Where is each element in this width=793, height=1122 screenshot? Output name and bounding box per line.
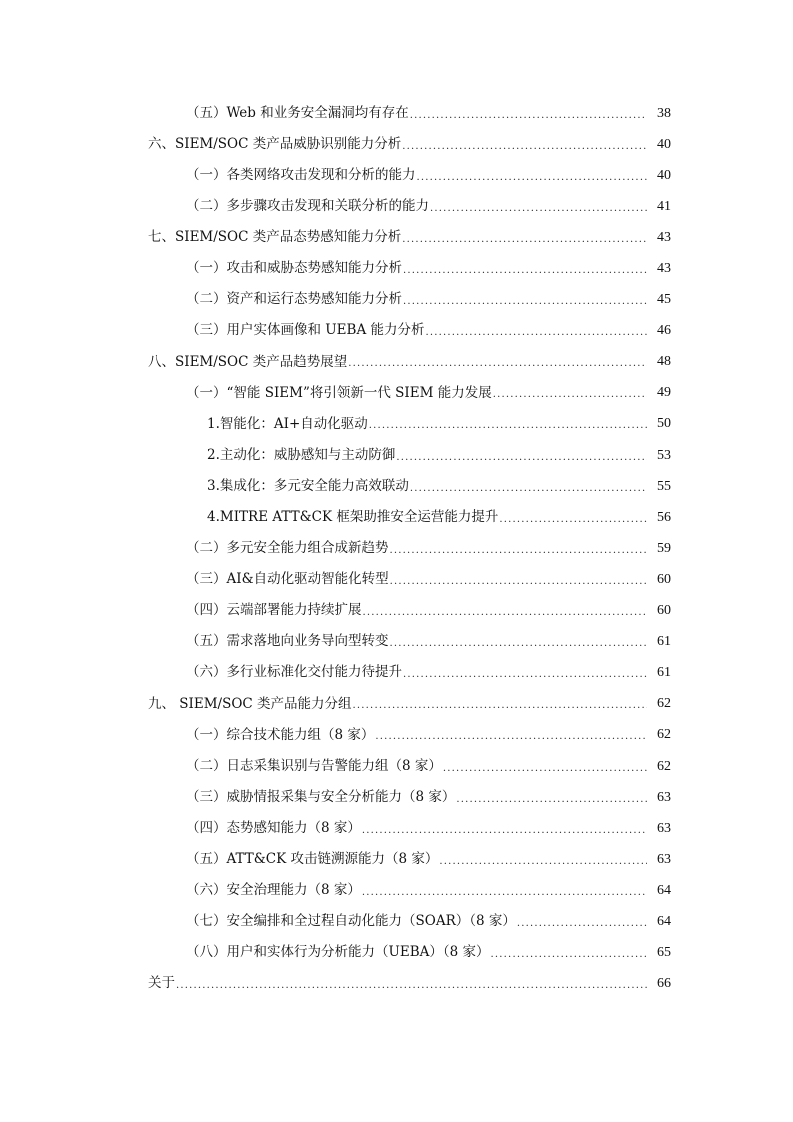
toc-page-number: 59 — [657, 540, 671, 556]
toc-entry-title: （二）资产和运行态势感知能力分析 — [186, 291, 402, 308]
toc-entry-title: 关于 — [148, 975, 175, 992]
toc-dot-leader — [403, 266, 647, 276]
toc-page-number: 40 — [657, 136, 671, 152]
toc-page-number: 38 — [657, 105, 671, 121]
toc-entry-title: （二）日志采集识别与告警能力组（8 家） — [186, 757, 442, 774]
toc-entry[interactable] — [0, 844, 671, 875]
toc-page-number: 65 — [657, 945, 671, 961]
table-of-contents — [0, 98, 793, 1000]
toc-dot-leader — [417, 173, 648, 183]
toc-entry-title: （六）多行业标准化交付能力待提升 — [186, 664, 402, 681]
toc-entry[interactable] — [0, 160, 671, 191]
toc-dot-leader — [348, 359, 647, 369]
toc-dot-leader — [499, 515, 647, 525]
toc-dot-leader — [390, 577, 647, 587]
toc-dot-leader — [425, 328, 647, 338]
toc-dot-leader — [456, 795, 647, 805]
toc-entry[interactable] — [0, 285, 671, 316]
toc-entry[interactable] — [0, 782, 671, 813]
toc-entry[interactable] — [0, 253, 671, 284]
toc-entry-title: 八、SIEM/SOC 类产品趋势展望 — [148, 353, 348, 370]
toc-dot-leader — [491, 950, 647, 960]
toc-dot-leader — [396, 453, 647, 463]
toc-entry[interactable] — [0, 440, 671, 471]
toc-page-number: 62 — [657, 696, 671, 712]
toc-page-number: 60 — [657, 603, 671, 619]
toc-entry-title: （六）安全治理能力（8 家） — [186, 882, 361, 899]
toc-entry[interactable] — [0, 720, 671, 751]
toc-dot-leader — [362, 888, 647, 898]
toc-dot-leader — [363, 608, 648, 618]
toc-dot-leader — [390, 639, 648, 649]
toc-entry-title: 九、 SIEM/SOC 类产品能力分组 — [148, 695, 352, 712]
toc-entry-title: （七）安全编排和全过程自动化能力（SOAR）（8 家） — [186, 913, 516, 930]
toc-entry[interactable] — [0, 689, 671, 720]
toc-dot-leader — [443, 764, 647, 774]
toc-dot-leader — [403, 670, 647, 680]
toc-entry[interactable] — [0, 222, 671, 253]
toc-page-number: 64 — [657, 882, 671, 898]
toc-page-number: 66 — [657, 976, 671, 992]
toc-dot-leader — [517, 919, 647, 929]
toc-dot-leader — [430, 204, 647, 214]
toc-entry[interactable] — [0, 906, 671, 937]
toc-page-number: 55 — [657, 478, 671, 494]
toc-page-number: 63 — [657, 789, 671, 805]
toc-dot-leader — [375, 732, 647, 742]
toc-entry[interactable] — [0, 316, 671, 347]
toc-dot-leader — [439, 857, 647, 867]
toc-entry[interactable] — [0, 502, 671, 533]
toc-dot-leader — [410, 111, 647, 121]
toc-entry-title: （五）ATT&CK 攻击链溯源能力（8 家） — [186, 851, 439, 868]
toc-entry-title: 六、SIEM/SOC 类产品威胁识别能力分析 — [148, 135, 402, 152]
toc-page-number: 40 — [657, 167, 671, 183]
toc-dot-leader — [390, 546, 648, 556]
toc-entry-title: （五）Web 和业务安全漏洞均有存在 — [186, 104, 409, 121]
toc-page-number: 50 — [657, 416, 671, 432]
toc-entry[interactable] — [0, 471, 671, 502]
toc-entry-title: （一）攻击和威胁态势感知能力分析 — [186, 260, 402, 277]
toc-entry[interactable] — [0, 378, 671, 409]
toc-dot-leader — [369, 421, 647, 431]
toc-entry-title: 七、SIEM/SOC 类产品态势感知能力分析 — [148, 229, 402, 246]
toc-entry[interactable] — [0, 409, 671, 440]
toc-dot-leader — [410, 484, 647, 494]
toc-page-number: 48 — [657, 354, 671, 370]
toc-entry[interactable] — [0, 658, 671, 689]
toc-entry-title: （一）各类网络攻击发现和分析的能力 — [186, 166, 416, 183]
toc-entry-title: （一）“智能 SIEM”将引领新一代 SIEM 能力发展 — [186, 384, 492, 401]
toc-entry-title: （八）用户和实体行为分析能力（UEBA）（8 家） — [186, 944, 490, 961]
toc-page-number: 41 — [657, 198, 671, 214]
toc-entry[interactable] — [0, 938, 671, 969]
toc-entry[interactable] — [0, 813, 671, 844]
toc-entry[interactable] — [0, 191, 671, 222]
toc-entry-title: （三）用户实体画像和 UEBA 能力分析 — [186, 322, 425, 339]
toc-entry[interactable] — [0, 98, 671, 129]
toc-page-number: 43 — [657, 261, 671, 277]
toc-entry[interactable] — [0, 969, 671, 1000]
toc-dot-leader — [402, 235, 647, 245]
toc-entry[interactable] — [0, 751, 671, 782]
toc-entry-title: （五）需求落地向业务导向型转变 — [186, 633, 389, 650]
toc-entry-title: （三）威胁情报采集与安全分析能力（8 家） — [186, 788, 456, 805]
toc-entry[interactable] — [0, 129, 671, 160]
toc-entry-title: 2.主动化：威胁感知与主动防御 — [207, 446, 396, 463]
toc-page-number: 61 — [657, 634, 671, 650]
toc-dot-leader — [362, 826, 647, 836]
toc-entry-title: （三）AI&自动化驱动智能化转型 — [186, 571, 389, 588]
toc-entry-title: 3.集成化：多元安全能力高效联动 — [207, 477, 409, 494]
toc-page-number: 61 — [657, 665, 671, 681]
toc-page-number: 62 — [657, 727, 671, 743]
toc-page-number: 46 — [657, 323, 671, 339]
toc-page-number: 62 — [657, 758, 671, 774]
toc-page-number: 63 — [657, 820, 671, 836]
toc-page-number: 60 — [657, 571, 671, 587]
toc-entry-title: 4.MITRE ATT&CK 框架助推安全运营能力提升 — [207, 509, 499, 526]
toc-entry[interactable] — [0, 627, 671, 658]
toc-entry-title: （二）多步骤攻击发现和关联分析的能力 — [186, 198, 429, 215]
toc-page-number: 53 — [657, 447, 671, 463]
toc-entry-title: （四）态势感知能力（8 家） — [186, 819, 361, 836]
toc-entry-title: （二）多元安全能力组合成新趋势 — [186, 540, 389, 557]
toc-page-number: 56 — [657, 509, 671, 525]
toc-entry[interactable] — [0, 875, 671, 906]
toc-page-number: 43 — [657, 229, 671, 245]
toc-entry[interactable] — [0, 347, 671, 378]
toc-dot-leader — [176, 981, 647, 991]
toc-page-number: 45 — [657, 292, 671, 308]
toc-entry-title: （一）综合技术能力组（8 家） — [186, 726, 375, 743]
toc-entry-title: 1.智能化：AI+自动化驱动 — [207, 415, 368, 432]
toc-dot-leader — [353, 701, 647, 711]
toc-dot-leader — [402, 142, 647, 152]
toc-page-number: 63 — [657, 851, 671, 867]
toc-entry-title: （四）云端部署能力持续扩展 — [186, 602, 362, 619]
toc-entry[interactable] — [0, 596, 671, 627]
toc-dot-leader — [493, 390, 647, 400]
toc-entry[interactable] — [0, 564, 671, 595]
toc-page-number: 49 — [657, 385, 671, 401]
toc-entry[interactable] — [0, 533, 671, 564]
toc-page-number: 64 — [657, 913, 671, 929]
toc-dot-leader — [403, 297, 647, 307]
